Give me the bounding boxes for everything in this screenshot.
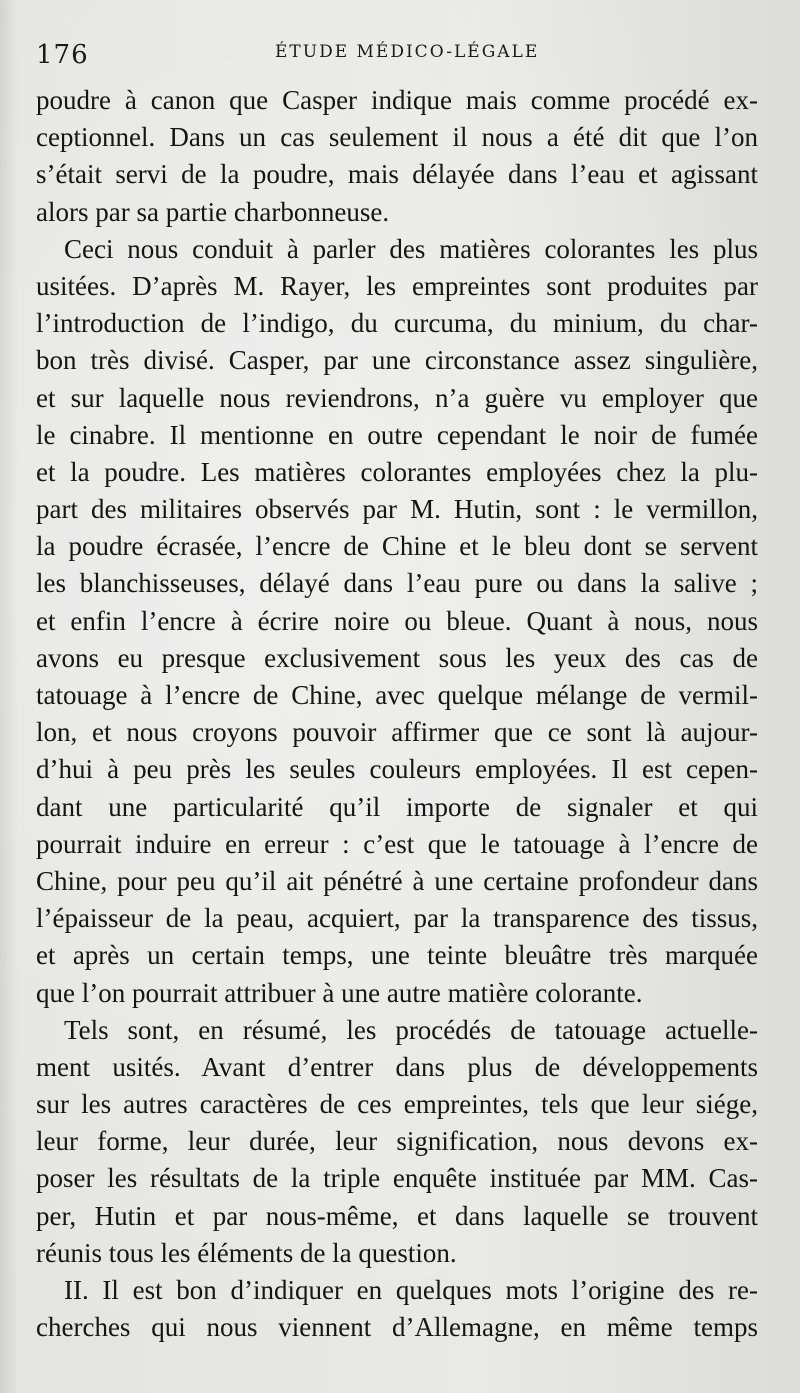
text-line: le cinabre. Il mentionne en outre cependant le noir de fumée (36, 419, 758, 450)
text-line: cherches qui nous viennent d’Allemagne, en même temps (36, 1312, 758, 1343)
text-line: réunis tous les éléments de la question. (36, 1237, 457, 1268)
text-line: II. Il est bon d’indiquer en quelques mots l’origine des re- (64, 1275, 758, 1305)
text-line: avons eu presque exclusivement sous les yeux des cas de (36, 642, 758, 673)
text-line: d’hui à peu près les seules couleurs employées. Il est cepen- (36, 754, 758, 785)
paragraph-4 (36, 1272, 758, 1346)
text-line: per, Hutin et par nous-même, et dans laquelle se trouvent (36, 1200, 758, 1231)
text-line: ment usités. Avant d’entrer dans plus de développements (36, 1051, 758, 1082)
text-line: et après un certain temps, une teinte bleuâtre très marquée (36, 940, 758, 971)
text-line: part des militaires observés par M. Hutin, sont : le vermillon, (36, 494, 758, 525)
text-line: ceptionnel. Dans un cas seulement il nous a été dit que l’on (36, 122, 758, 153)
text-line: la poudre écrasée, l’encre de Chine et le bleu dont se servent (36, 531, 758, 562)
text-line: et sur laquelle nous reviendrons, n’a guère vu employer que (36, 382, 758, 413)
text-line: leur forme, leur durée, leur signification, nous devons ex- (36, 1126, 758, 1157)
paragraph-1 (36, 82, 758, 231)
text-line: tatouage à l’encre de Chine, avec quelque mélange de vermil- (36, 680, 758, 710)
text-line: poser les résultats de la triple enquête instituée par MM. Cas- (36, 1163, 758, 1194)
text-line: Tels sont, en résumé, les procédés de tatouage actuelle- (64, 1014, 758, 1045)
text-line: bon très divisé. Casper, par une circonstance assez singulière, (36, 345, 758, 376)
text-line: pourrait induire en erreur : c’est que le tatouage à l’encre de (36, 828, 758, 859)
text-line: Ceci nous conduit à parler des matières colorantes les plus (64, 233, 758, 264)
text-line: que l’on pourrait attribuer à une autre matière colorante. (36, 977, 643, 1008)
paragraph-3 (36, 1012, 758, 1272)
page-header (36, 38, 766, 72)
text-line: l’épaisseur de la peau, acquiert, par la transparence des tissus, (36, 903, 758, 934)
text-line: lon, et nous croyons pouvoir affirmer que ce sont là aujour- (36, 717, 758, 748)
text-line: et la poudre. Les matières colorantes employées chez la plu- (36, 456, 758, 487)
text-line: dant une particularité qu’il importe de signaler et qui (36, 791, 758, 822)
text-line: alors par sa partie charbonneuse. (36, 196, 390, 227)
text-line: usitées. D’après M. Rayer, les empreintes sont produites par (36, 270, 758, 301)
text-line: sur les autres caractères de ces empreintes, tels que leur siége, (36, 1089, 758, 1120)
text-line: les blanchisseuses, délayé dans l’eau pure ou dans la salive ; (36, 568, 758, 599)
running-title: ÉTUDE MÉDICO-LÉGALE (275, 42, 540, 62)
text-line: l’introduction de l’indigo, du curcuma, du minium, du char- (36, 308, 758, 339)
page-number: 176 (36, 40, 89, 70)
text-line: et enfin l’encre à écrire noire ou bleue. Quant à nous, nous (36, 605, 758, 636)
paragraph-2 (36, 231, 758, 1012)
text-line: Chine, pour peu qu’il ait pénétré à une certaine profondeur dans (36, 865, 758, 896)
body-text (36, 82, 758, 1346)
text-line: s’était servi de la poudre, mais délayée dans l’eau et agissant (36, 159, 758, 190)
text-line: poudre à canon que Casper indique mais comme procédé ex- (36, 85, 758, 115)
